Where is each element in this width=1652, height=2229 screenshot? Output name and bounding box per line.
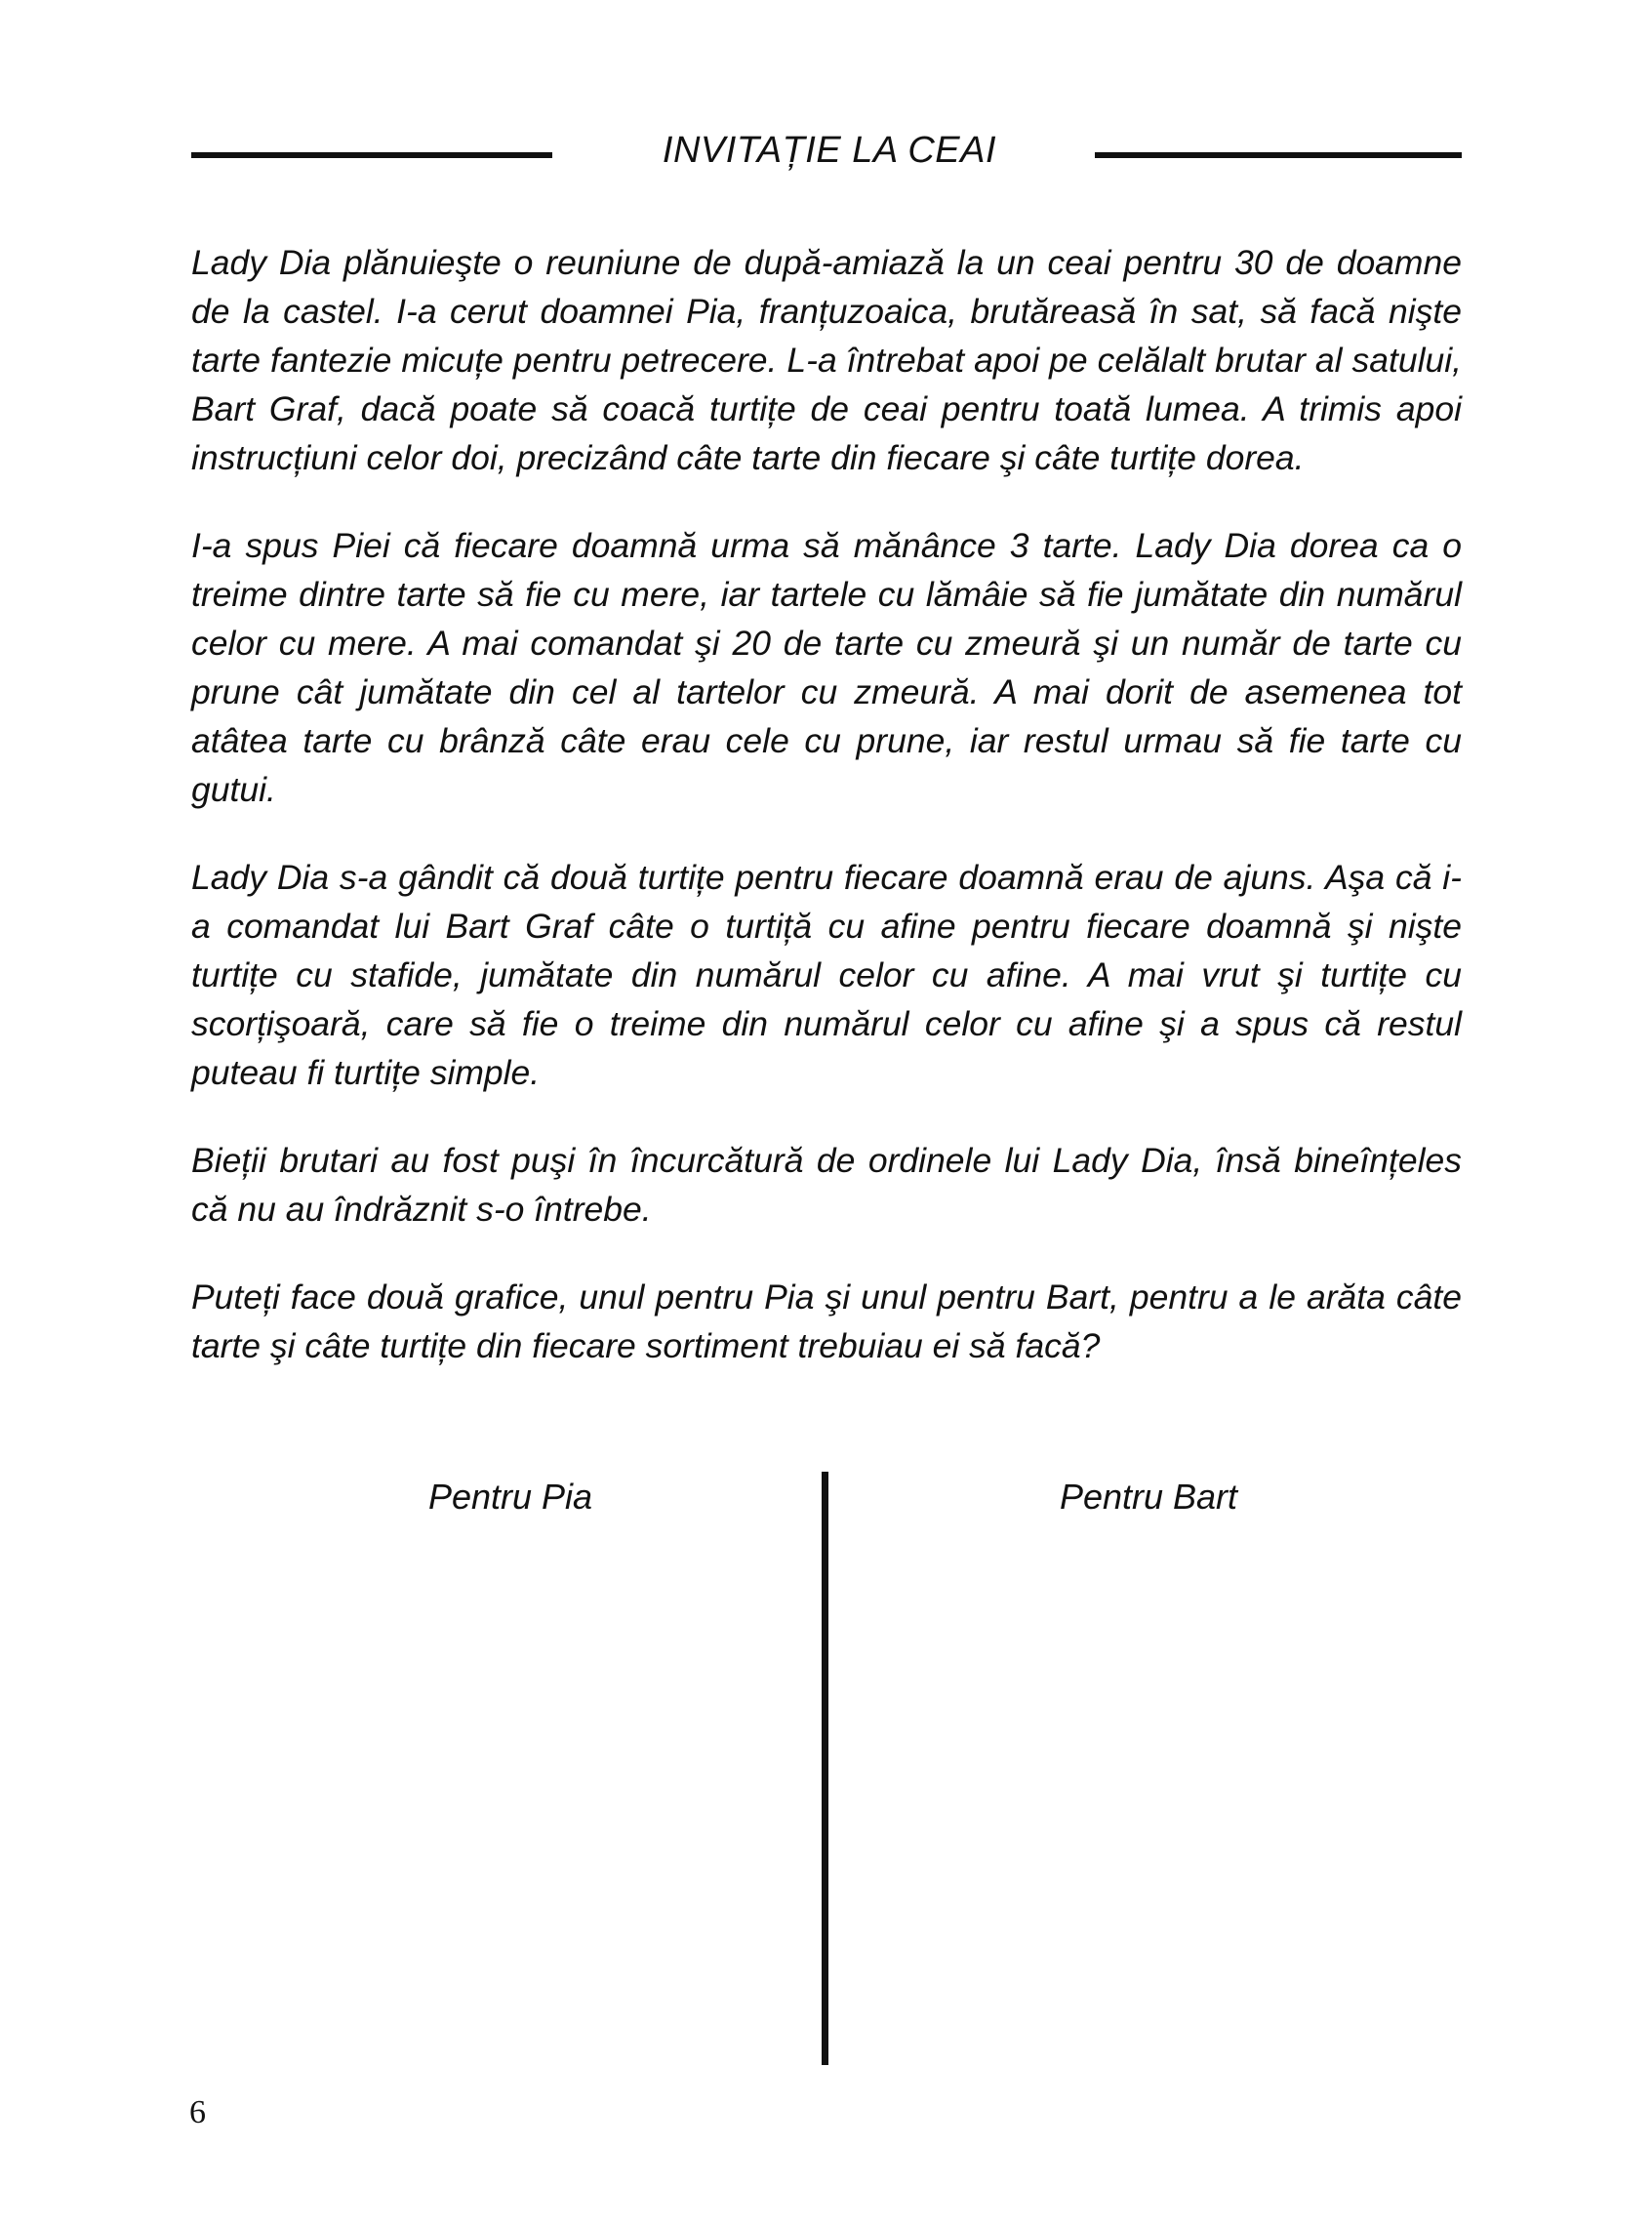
page-title: INVITAȚIE LA CEAI — [662, 130, 997, 171]
header-rule-right — [1095, 152, 1462, 158]
header-rule-left — [191, 152, 552, 158]
column-divider — [822, 1472, 828, 2065]
column-title-pia: Pentru Pia — [427, 1477, 593, 1517]
paragraph-question: Puteți face două grafice, unul pentru Pia şi unul pentru Bart, pentru a le arăta câte tarte şi câte turtițe din fiecare sortiment trebuiau ei să facă? — [191, 1277, 1462, 1365]
paragraph-bakers: Bieții brutari au fost puşi în încurcătură de ordinele lui Lady Dia, însă bineînțeles că nu au îndrăznit s-o întrebe. — [191, 1141, 1462, 1229]
column-title-bart: Pentru Bart — [1059, 1477, 1238, 1517]
body-text — [191, 238, 1462, 1409]
paragraph-cakes: Lady Dia s-a gândit că două turtițe pentru fiecare doamnă erau de ajuns. Aşa că i-a comandat lui Bart Graf câte o turtiță cu afine pentru fiecare doamnă şi nişte turtițe cu stafide, jumătate din numărul celor cu afine. A mai vrut şi turtițe cu scorțişoară, care să fie o treime din numărul celor cu afine şi a spus că restul puteau fi turtițe simple. — [191, 858, 1462, 1092]
paragraph-tarts: I-a spus Piei că fiecare doamnă urma să mănânce 3 tarte. Lady Dia dorea ca o treime dintre tarte să fie cu mere, iar tartele cu lămâie să fie jumătate din numărul celor cu mere. A mai comandat şi 20 de tarte cu zmeură şi un număr de tarte cu prune cât jumătate din cel al tartelor cu zmeură. A mai dorit de asemenea tot atâtea tarte cu brânză câte erau cele cu prune, iar restul urmau să fie tarte cu gutui. — [191, 526, 1462, 809]
paragraph-intro: Lady Dia plănuieşte o reuniune de după-amiază la un ceai pentru 30 de doamne de la castel. I-a cerut doamnei Pia, franțuzoaica, brutăreasă în sat, să facă nişte tarte fantezie micuțe pentru petrecere. L-a întrebat apoi pe celălalt brutar al satului, Bart Graf, dacă poate să coacă turtițe de ceai pentru toată lumea. A trimis apoi instrucțiuni celor doi, precizând câte tarte din fiecare şi câte turtițe dorea. — [191, 243, 1462, 477]
page-number: 6 — [189, 2094, 206, 2130]
